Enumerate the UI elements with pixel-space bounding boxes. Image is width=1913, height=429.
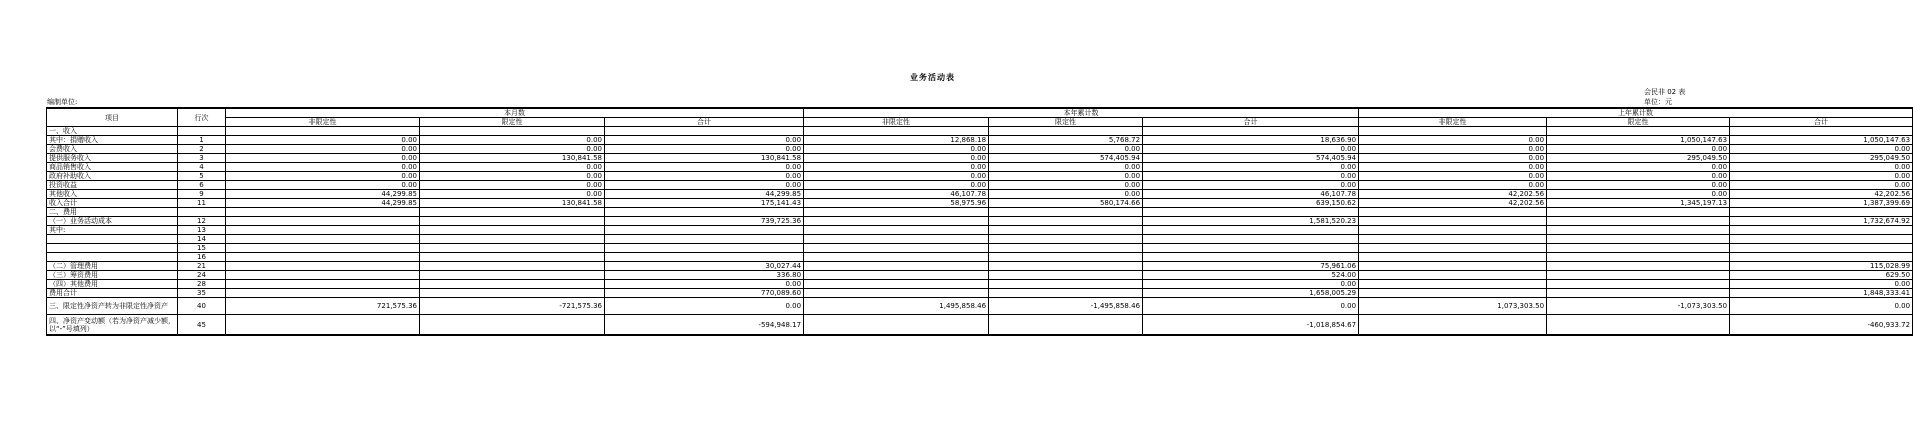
value-cell: 0.00 [989, 163, 1143, 172]
value-cell [420, 208, 605, 217]
value-cell: 0.00 [989, 181, 1143, 190]
header-restricted: 限定性 [420, 118, 605, 127]
table-row [47, 190, 1913, 199]
row-number: 4 [178, 163, 226, 172]
value-cell [226, 127, 420, 136]
value-cell: 0.00 [1143, 163, 1359, 172]
value-cell [420, 289, 605, 298]
header-unrestricted: 非限定性 [1359, 118, 1547, 127]
value-cell [605, 253, 804, 262]
value-cell: 1,848,333.41 [1730, 289, 1913, 298]
activity-statement-table [46, 107, 1913, 336]
value-cell [1730, 208, 1913, 217]
value-cell [1730, 226, 1913, 235]
value-cell [989, 235, 1143, 244]
value-cell: 0.00 [420, 172, 605, 181]
value-cell [804, 217, 989, 226]
value-cell [1547, 289, 1730, 298]
value-cell [226, 315, 420, 336]
table-row [47, 217, 1913, 226]
value-cell: 0.00 [1547, 145, 1730, 154]
table-row [47, 298, 1913, 315]
value-cell [226, 235, 420, 244]
row-label: 其他收入 [47, 190, 178, 199]
value-cell [1143, 226, 1359, 235]
value-cell: 0.00 [605, 280, 804, 289]
value-cell: 1,387,399.69 [1730, 199, 1913, 208]
value-cell: 0.00 [226, 172, 420, 181]
value-cell [804, 244, 989, 253]
table-row [47, 262, 1913, 271]
value-cell: 0.00 [1359, 181, 1547, 190]
table-body [47, 127, 1913, 336]
header-group-current-month: 本月数 [226, 108, 804, 118]
value-cell: 0.00 [989, 145, 1143, 154]
value-cell: 18,636.90 [1143, 136, 1359, 145]
table-row [47, 163, 1913, 172]
value-cell [1547, 280, 1730, 289]
value-cell [1547, 127, 1730, 136]
row-number [178, 208, 226, 217]
value-cell: 336.80 [605, 271, 804, 280]
value-cell [226, 253, 420, 262]
value-cell [226, 217, 420, 226]
value-cell: 0.00 [1547, 163, 1730, 172]
value-cell: 0.00 [226, 163, 420, 172]
value-cell: -1,018,854.67 [1143, 315, 1359, 336]
value-cell: 115,028.99 [1730, 262, 1913, 271]
value-cell: 580,174.66 [989, 199, 1143, 208]
row-number: 28 [178, 280, 226, 289]
value-cell [804, 208, 989, 217]
value-cell [226, 262, 420, 271]
table-row [47, 271, 1913, 280]
row-number: 6 [178, 181, 226, 190]
row-number: 35 [178, 289, 226, 298]
value-cell: 0.00 [420, 190, 605, 199]
value-cell: 0.00 [804, 154, 989, 163]
value-cell: 0.00 [605, 298, 804, 315]
value-cell: 12,868.18 [804, 136, 989, 145]
value-cell [1359, 127, 1547, 136]
value-cell [1143, 253, 1359, 262]
value-cell [804, 289, 989, 298]
value-cell: 175,141.43 [605, 199, 804, 208]
row-label [47, 235, 178, 244]
value-cell [420, 315, 605, 336]
value-cell [1547, 253, 1730, 262]
value-cell [1547, 235, 1730, 244]
header-total: 合计 [1143, 118, 1359, 127]
value-cell: 1,581,520.23 [1143, 217, 1359, 226]
value-cell [420, 226, 605, 235]
value-cell [226, 208, 420, 217]
value-cell [804, 253, 989, 262]
value-cell: 574,405.94 [1143, 154, 1359, 163]
value-cell [420, 235, 605, 244]
value-cell: 0.00 [1143, 145, 1359, 154]
row-number: 2 [178, 145, 226, 154]
value-cell: 130,841.58 [420, 154, 605, 163]
value-cell [989, 226, 1143, 235]
value-cell: 0.00 [1730, 163, 1913, 172]
value-cell [420, 253, 605, 262]
value-cell [1547, 208, 1730, 217]
value-cell [1359, 235, 1547, 244]
value-cell: -460,933.72 [1730, 315, 1913, 336]
row-number: 45 [178, 315, 226, 336]
value-cell: -1,495,858.46 [989, 298, 1143, 315]
value-cell [1547, 271, 1730, 280]
value-cell [226, 289, 420, 298]
row-number: 40 [178, 298, 226, 315]
value-cell: 295,049.50 [1730, 154, 1913, 163]
table-row [47, 127, 1913, 136]
row-number: 21 [178, 262, 226, 271]
row-label: 会费收入 [47, 145, 178, 154]
preparing-organization-label: 编制单位: [47, 98, 78, 106]
row-number: 15 [178, 244, 226, 253]
table-row [47, 253, 1913, 262]
value-cell [1359, 226, 1547, 235]
value-cell [420, 217, 605, 226]
value-cell: 58,975.96 [804, 199, 989, 208]
value-cell: 42,202.56 [1359, 190, 1547, 199]
value-cell [989, 127, 1143, 136]
value-cell: 42,202.56 [1359, 199, 1547, 208]
row-label: 三、限定性净资产转为非限定性净资产 [47, 298, 178, 315]
value-cell [1359, 253, 1547, 262]
value-cell [989, 315, 1143, 336]
table-row [47, 226, 1913, 235]
row-number: 13 [178, 226, 226, 235]
row-label: 提供服务收入 [47, 154, 178, 163]
value-cell [1547, 226, 1730, 235]
value-cell [1143, 244, 1359, 253]
value-cell: 0.00 [1730, 298, 1913, 315]
value-cell: 130,841.58 [420, 199, 605, 208]
row-number: 3 [178, 154, 226, 163]
row-label: （二）管理费用 [47, 262, 178, 271]
value-cell [420, 271, 605, 280]
value-cell: 0.00 [1143, 298, 1359, 315]
table-row [47, 145, 1913, 154]
currency-unit: 单位：元 [1644, 98, 1672, 106]
row-label: 商品销售收入 [47, 163, 178, 172]
value-cell: 44,299.85 [226, 190, 420, 199]
value-cell [605, 235, 804, 244]
value-cell: 0.00 [804, 145, 989, 154]
value-cell: 524.00 [1143, 271, 1359, 280]
row-number: 16 [178, 253, 226, 262]
value-cell [226, 244, 420, 253]
value-cell: 0.00 [1359, 163, 1547, 172]
value-cell: 0.00 [1730, 172, 1913, 181]
header-restricted: 限定性 [989, 118, 1143, 127]
value-cell [1359, 315, 1547, 336]
value-cell: 1,050,147.63 [1730, 136, 1913, 145]
value-cell: -1,073,303.50 [1547, 298, 1730, 315]
value-cell [989, 271, 1143, 280]
table-row [47, 289, 1913, 298]
value-cell [804, 271, 989, 280]
table-row [47, 199, 1913, 208]
value-cell: 0.00 [420, 145, 605, 154]
table-row [47, 244, 1913, 253]
header-group-prior-year: 上年累计数 [1359, 108, 1913, 118]
header-total: 合计 [1730, 118, 1913, 127]
report-title: 业务活动表 [910, 73, 955, 82]
value-cell: 770,089.60 [605, 289, 804, 298]
value-cell [1143, 235, 1359, 244]
value-cell [804, 235, 989, 244]
value-cell [989, 280, 1143, 289]
value-cell: 130,841.58 [605, 154, 804, 163]
value-cell: 639,150.62 [1143, 199, 1359, 208]
value-cell: -721,575.36 [420, 298, 605, 315]
value-cell: 0.00 [1143, 181, 1359, 190]
value-cell: 0.00 [605, 163, 804, 172]
value-cell [1143, 208, 1359, 217]
value-cell: 0.00 [226, 145, 420, 154]
value-cell: 0.00 [1730, 145, 1913, 154]
header-row-subcolumns [47, 118, 1913, 127]
value-cell [989, 253, 1143, 262]
table-row [47, 181, 1913, 190]
value-cell: 0.00 [226, 181, 420, 190]
value-cell: -594,948.17 [605, 315, 804, 336]
header-row-groups [47, 108, 1913, 118]
value-cell [226, 280, 420, 289]
row-label: 其中: [47, 226, 178, 235]
value-cell: 0.00 [1143, 280, 1359, 289]
header-group-year-to-date: 本年累计数 [804, 108, 1359, 118]
value-cell [420, 280, 605, 289]
row-label: 其中：捐赠收入 [47, 136, 178, 145]
value-cell: 0.00 [420, 163, 605, 172]
value-cell: 0.00 [989, 190, 1143, 199]
value-cell: 0.00 [1359, 136, 1547, 145]
row-label: 收入合计 [47, 199, 178, 208]
value-cell: 0.00 [1547, 172, 1730, 181]
value-cell: 0.00 [605, 136, 804, 145]
value-cell: 46,107.78 [804, 190, 989, 199]
row-label [47, 253, 178, 262]
row-label: 四、净资产变动额（若为净资产减少额，以“-”号填列） [47, 315, 178, 336]
value-cell: 1,658,005.29 [1143, 289, 1359, 298]
value-cell: 0.00 [605, 145, 804, 154]
value-cell: 0.00 [1547, 181, 1730, 190]
header-row-number: 行次 [178, 108, 226, 127]
row-number: 14 [178, 235, 226, 244]
value-cell [804, 127, 989, 136]
value-cell: 0.00 [605, 181, 804, 190]
value-cell: 1,073,303.50 [1359, 298, 1547, 315]
table-row [47, 154, 1913, 163]
value-cell [605, 244, 804, 253]
table-row [47, 136, 1913, 145]
value-cell [1143, 127, 1359, 136]
row-label: 二、费用 [47, 208, 178, 217]
value-cell: 1,732,674.92 [1730, 217, 1913, 226]
header-total: 合计 [605, 118, 804, 127]
value-cell [1359, 217, 1547, 226]
row-label: 费用合计 [47, 289, 178, 298]
value-cell [226, 226, 420, 235]
row-number [178, 127, 226, 136]
value-cell: 0.00 [1359, 172, 1547, 181]
value-cell [1547, 217, 1730, 226]
value-cell [989, 208, 1143, 217]
value-cell: 0.00 [804, 163, 989, 172]
row-number: 1 [178, 136, 226, 145]
row-label: （四）其他费用 [47, 280, 178, 289]
value-cell [605, 208, 804, 217]
row-number: 24 [178, 271, 226, 280]
value-cell: 46,107.78 [1143, 190, 1359, 199]
value-cell [989, 289, 1143, 298]
row-label: （三）筹资费用 [47, 271, 178, 280]
row-number: 9 [178, 190, 226, 199]
value-cell [804, 315, 989, 336]
row-number: 12 [178, 217, 226, 226]
value-cell [420, 244, 605, 253]
header-unrestricted: 非限定性 [226, 118, 420, 127]
value-cell [1730, 127, 1913, 136]
table-row [47, 172, 1913, 181]
header-restricted: 限定性 [1547, 118, 1730, 127]
table-row [47, 235, 1913, 244]
row-label: 政府补助收入 [47, 172, 178, 181]
value-cell [1730, 244, 1913, 253]
value-cell [989, 244, 1143, 253]
value-cell [605, 127, 804, 136]
value-cell [804, 262, 989, 271]
value-cell: 0.00 [804, 181, 989, 190]
value-cell [420, 262, 605, 271]
value-cell: 0.00 [226, 154, 420, 163]
value-cell: 44,299.85 [605, 190, 804, 199]
value-cell: 0.00 [605, 172, 804, 181]
value-cell: 44,299.85 [226, 199, 420, 208]
value-cell [226, 271, 420, 280]
value-cell: 0.00 [226, 136, 420, 145]
row-label [47, 244, 178, 253]
value-cell: 295,049.50 [1547, 154, 1730, 163]
value-cell: 75,961.06 [1143, 262, 1359, 271]
value-cell [1359, 262, 1547, 271]
value-cell [1359, 271, 1547, 280]
value-cell [1359, 280, 1547, 289]
value-cell [1730, 235, 1913, 244]
table-row [47, 208, 1913, 217]
row-label: 投资收益 [47, 181, 178, 190]
value-cell [804, 280, 989, 289]
value-cell: 1,050,147.63 [1547, 136, 1730, 145]
value-cell [989, 262, 1143, 271]
value-cell: 721,575.36 [226, 298, 420, 315]
value-cell: 0.00 [1359, 145, 1547, 154]
value-cell [1359, 289, 1547, 298]
value-cell: 0.00 [1547, 190, 1730, 199]
row-label: （一）业务活动成本 [47, 217, 178, 226]
value-cell: 0.00 [420, 136, 605, 145]
value-cell: 30,027.44 [605, 262, 804, 271]
value-cell: 0.00 [1730, 181, 1913, 190]
value-cell [804, 226, 989, 235]
row-number: 5 [178, 172, 226, 181]
value-cell: 0.00 [1143, 172, 1359, 181]
value-cell [1359, 208, 1547, 217]
value-cell [1730, 253, 1913, 262]
value-cell: 0.00 [1730, 280, 1913, 289]
form-number: 会民非 02 表 [1644, 88, 1686, 96]
value-cell: 1,345,197.13 [1547, 199, 1730, 208]
table-row [47, 280, 1913, 289]
value-cell [1547, 244, 1730, 253]
table-row [47, 315, 1913, 336]
value-cell [1359, 244, 1547, 253]
value-cell: 0.00 [989, 172, 1143, 181]
value-cell: 629.50 [1730, 271, 1913, 280]
value-cell: 5,768.72 [989, 136, 1143, 145]
value-cell: 42,202.56 [1730, 190, 1913, 199]
value-cell: 0.00 [1359, 154, 1547, 163]
value-cell: 574,405.94 [989, 154, 1143, 163]
header-item: 项目 [47, 108, 178, 127]
header-unrestricted: 非限定性 [804, 118, 989, 127]
row-label: 一、收入 [47, 127, 178, 136]
value-cell [1547, 315, 1730, 336]
value-cell: 0.00 [804, 172, 989, 181]
value-cell: 1,495,858.46 [804, 298, 989, 315]
value-cell: 739,725.36 [605, 217, 804, 226]
value-cell [420, 127, 605, 136]
value-cell [605, 226, 804, 235]
value-cell: 0.00 [420, 181, 605, 190]
value-cell [989, 217, 1143, 226]
row-number: 11 [178, 199, 226, 208]
value-cell [1547, 262, 1730, 271]
